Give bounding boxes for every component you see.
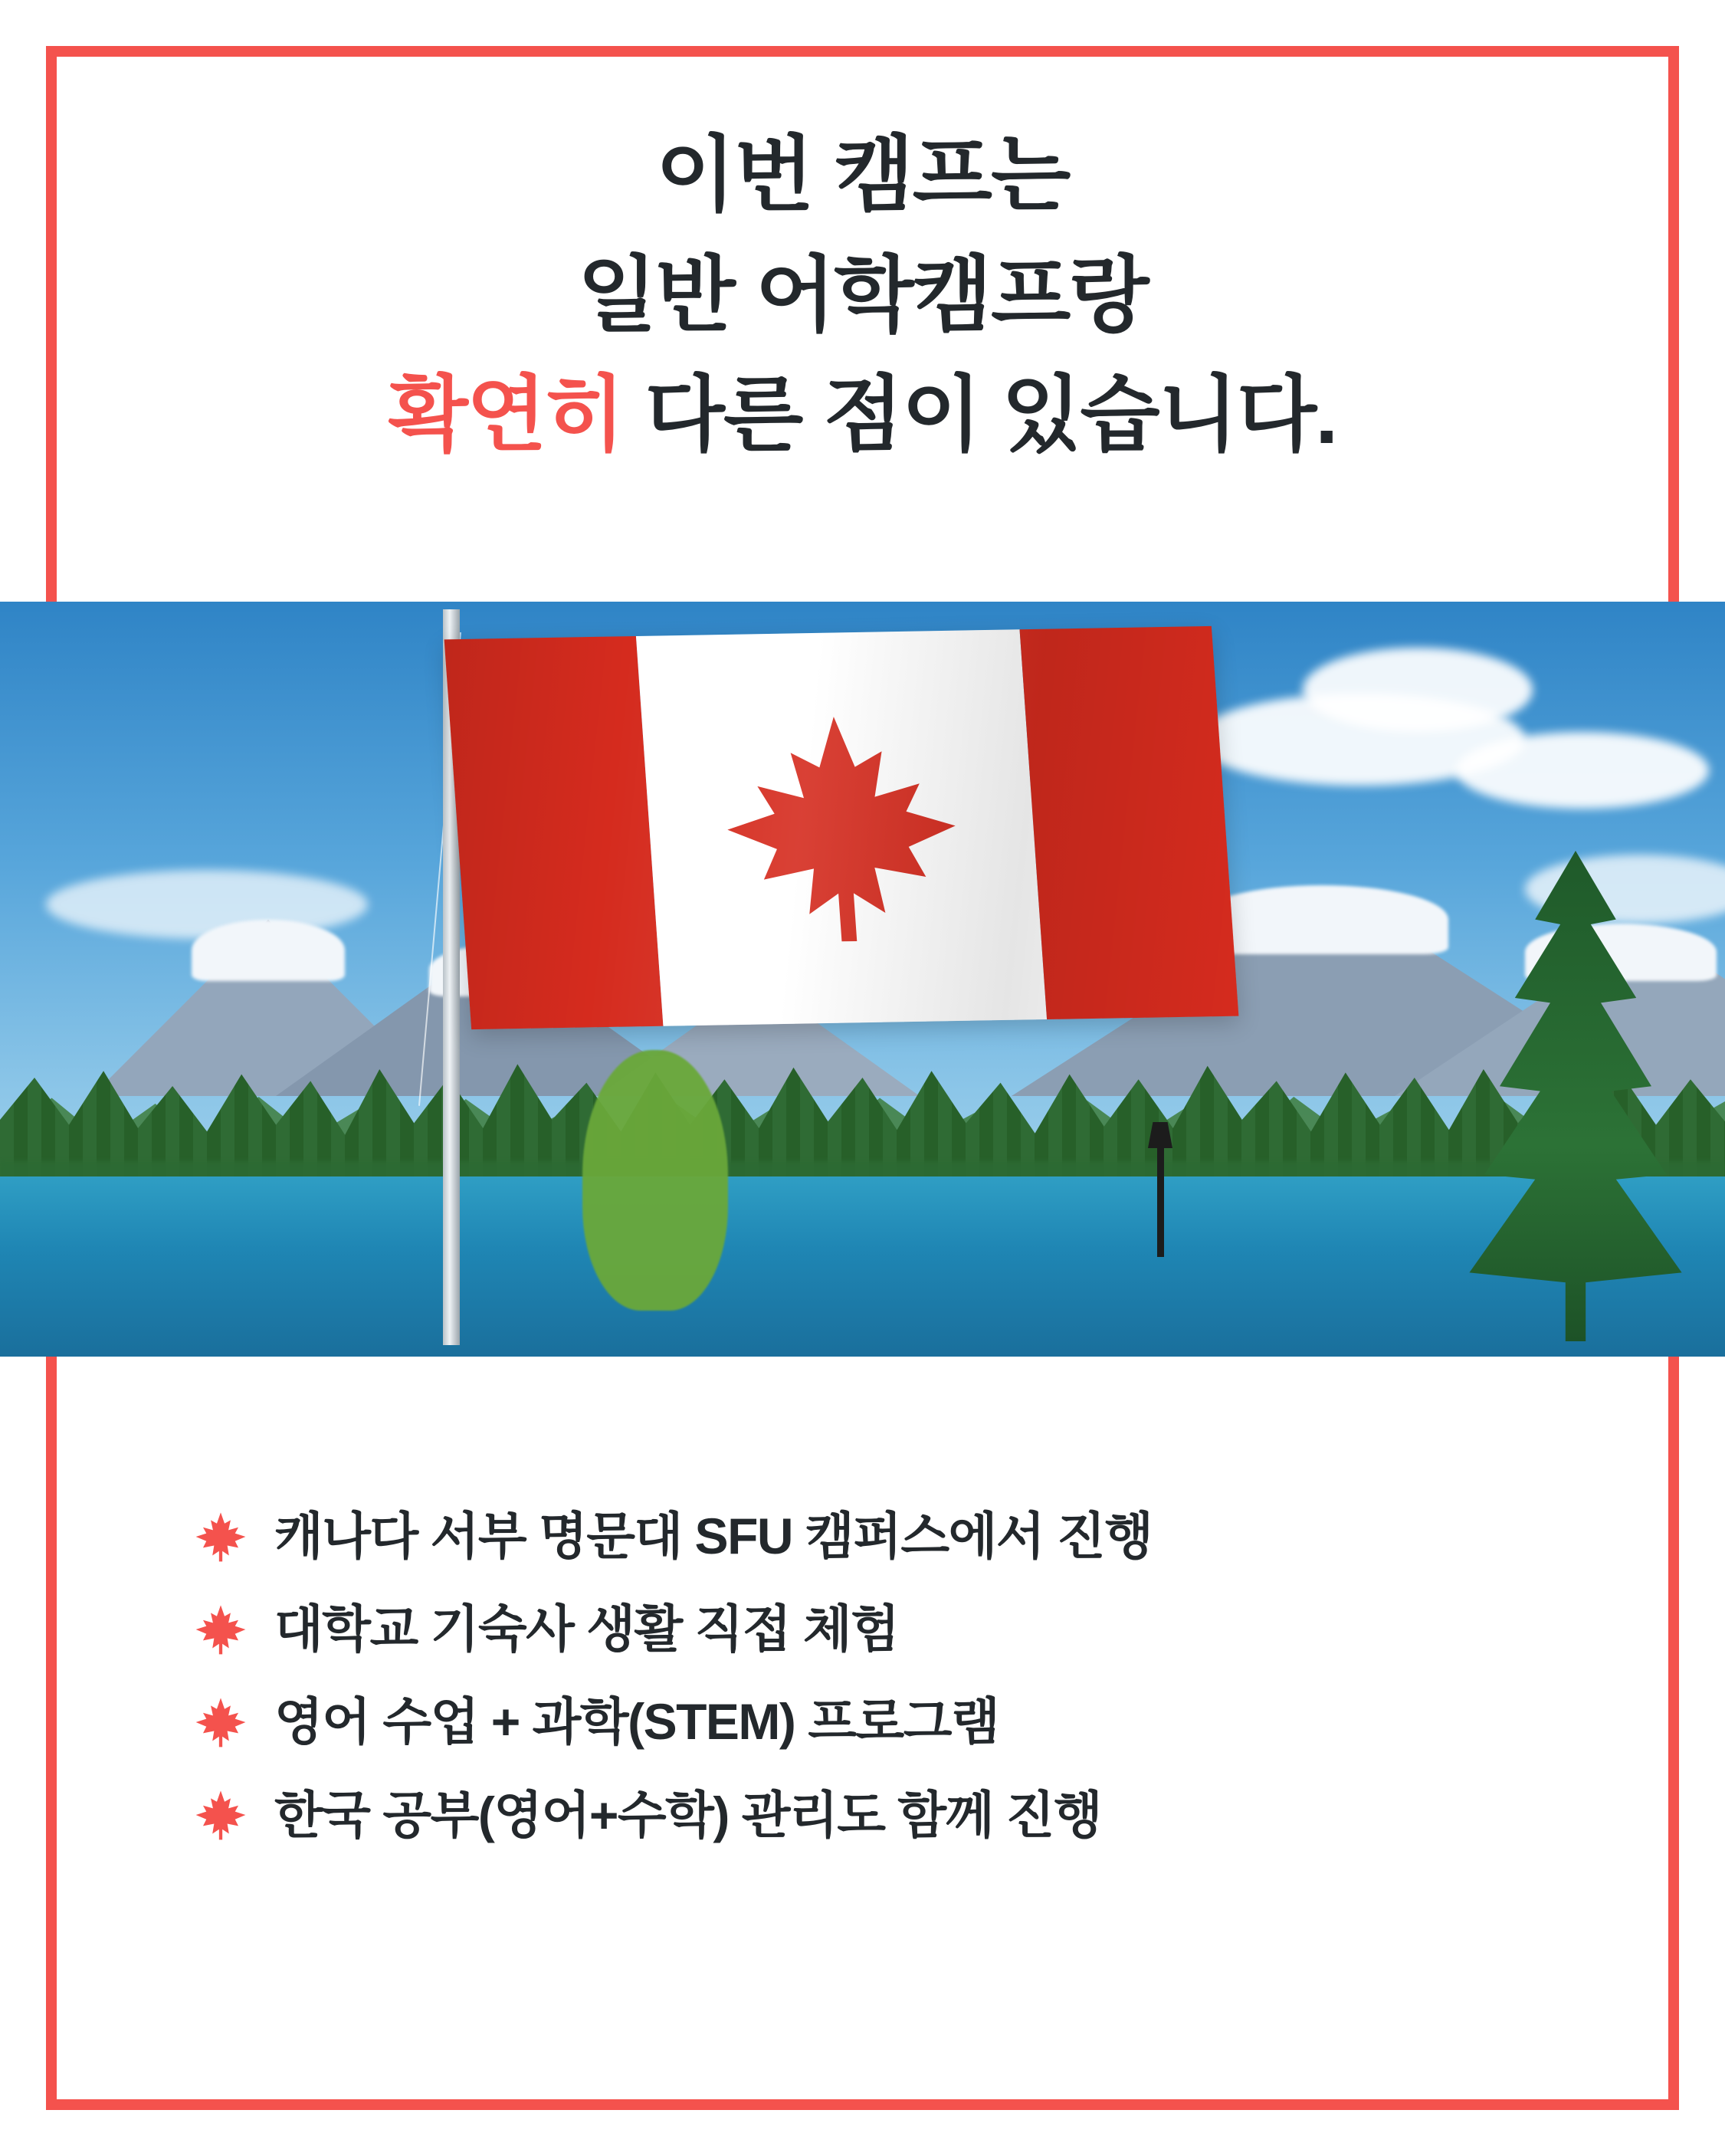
hero-photo <box>0 602 1725 1357</box>
list-item-label: 대학교 기숙사 생활 직접 체험 <box>274 1600 899 1658</box>
headline-line-3-rest: 다른 점이 있습니다. <box>623 368 1337 461</box>
list-item <box>192 1506 1571 1567</box>
list-item <box>192 1599 1571 1659</box>
maple-leaf-icon <box>192 1786 250 1844</box>
flag-red-band-right <box>1020 626 1239 1019</box>
maple-leaf-icon <box>192 1600 250 1659</box>
headline-line-3 <box>0 355 1725 475</box>
list-item <box>192 1785 1571 1846</box>
flag-maple-leaf-icon <box>636 629 1047 1025</box>
headline-line-1: 이번 캠프는 <box>655 128 1070 221</box>
page-title <box>0 115 1725 475</box>
list-item <box>192 1692 1571 1752</box>
list-item-label: 한국 공부(영어+수학) 관리도 함께 진행 <box>274 1786 1102 1843</box>
cloud-shape <box>1303 648 1533 732</box>
canada-flag-icon <box>444 626 1239 1029</box>
cloud-shape <box>1456 732 1709 809</box>
lamp-post-icon <box>1157 1142 1164 1257</box>
headline-accent-text: 확연히 <box>388 368 624 461</box>
maple-leaf-icon <box>192 1508 250 1566</box>
feature-list <box>192 1506 1571 1878</box>
list-item-label: 캐나다 서부 명문대 SFU 캠퍼스에서 진행 <box>274 1508 1153 1564</box>
flag-red-band-left <box>444 636 664 1029</box>
lake-water <box>0 1176 1725 1357</box>
maple-leaf-icon <box>192 1693 250 1751</box>
list-item-label: 영어 수업 + 과학(STEM) 프로그램 <box>274 1693 999 1751</box>
snow-cap <box>192 920 345 981</box>
deciduous-tree <box>582 1050 728 1311</box>
headline-line-2: 일반 어학캠프랑 <box>577 248 1148 341</box>
